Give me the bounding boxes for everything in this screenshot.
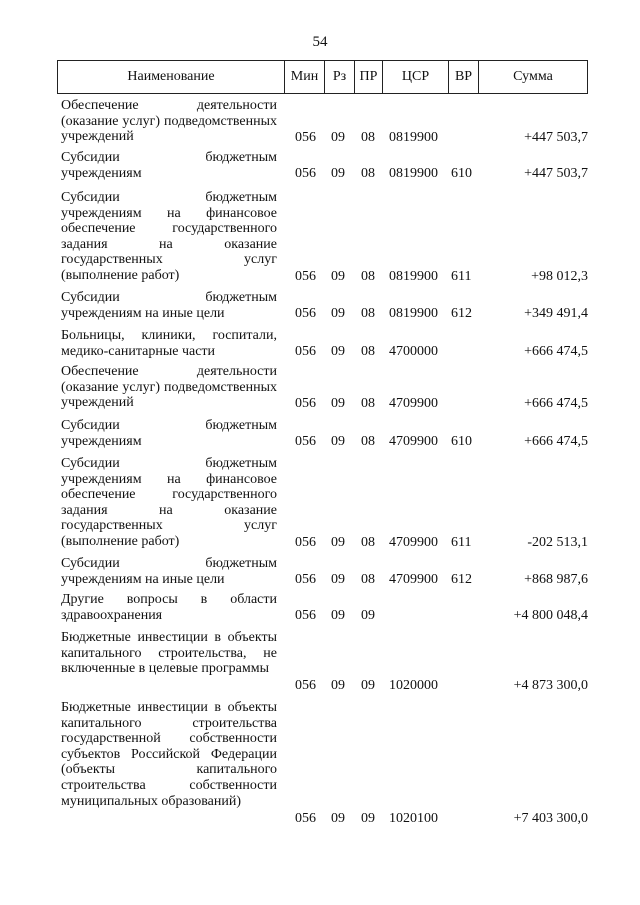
vr-code: 610 [451, 434, 472, 449]
page-number: 54 [312, 34, 328, 50]
min-code: 056 [295, 608, 316, 623]
sum-value: +4 800 048,4 [513, 608, 588, 623]
rz-code: 09 [331, 166, 345, 181]
row-name: Другие вопросы в области здравоохранения [61, 592, 277, 623]
table-row [0, 150, 640, 182]
pr-code: 09 [361, 608, 375, 623]
sum-value: +7 403 300,0 [513, 811, 588, 826]
sum-value: +4 873 300,0 [513, 678, 588, 693]
header-min: Мин [285, 61, 325, 93]
row-name: Субсидии бюджетным учреждениям [61, 418, 277, 449]
table-row [0, 364, 640, 412]
row-name: Субсидии бюджетным учреждениям на иные цели [61, 290, 277, 321]
min-code: 056 [295, 811, 316, 826]
row-name: Субсидии бюджетным учреждениям на иные цели [61, 556, 277, 587]
pr-code: 09 [361, 678, 375, 693]
vr-code: 612 [451, 572, 472, 587]
csr-code: 4709900 [389, 396, 438, 411]
row-name: Обеспечение деятельности (оказание услуг) подведомственных учреждений [61, 98, 277, 145]
vr-code: 610 [451, 166, 472, 181]
sum-value: +447 503,7 [524, 130, 588, 145]
sum-value: +447 503,7 [524, 166, 588, 181]
min-code: 056 [295, 130, 316, 145]
sum-value: +349 491,4 [524, 306, 588, 321]
header-rz: Рз [325, 61, 355, 93]
table-row [0, 556, 640, 588]
pr-code: 08 [361, 306, 375, 321]
table-row [0, 290, 640, 322]
row-name: Бюджетные инвестиции в объекты капитального строительства государственной собственности субъектов Российской Федерации (объекты капитального строительства собственности муниципальных образований) [61, 700, 277, 809]
csr-code: 4709900 [389, 572, 438, 587]
min-code: 056 [295, 269, 316, 284]
sum-value: +666 474,5 [524, 344, 588, 359]
row-name: Бюджетные инвестиции в объекты капитального строительства, не включенные в целевые программы [61, 630, 277, 677]
min-code: 056 [295, 396, 316, 411]
pr-code: 08 [361, 166, 375, 181]
pr-code: 09 [361, 811, 375, 826]
rz-code: 09 [331, 306, 345, 321]
rz-code: 09 [331, 344, 345, 359]
header-csr: ЦСР [383, 61, 449, 93]
table-row [0, 98, 640, 146]
rz-code: 09 [331, 572, 345, 587]
csr-code: 0819900 [389, 269, 438, 284]
table-row [0, 456, 640, 551]
pr-code: 08 [361, 344, 375, 359]
sum-value: -202 513,1 [527, 535, 588, 550]
table-row [0, 630, 640, 694]
min-code: 056 [295, 535, 316, 550]
pr-code: 08 [361, 535, 375, 550]
csr-code: 4709900 [389, 434, 438, 449]
pr-code: 08 [361, 396, 375, 411]
pr-code: 08 [361, 269, 375, 284]
csr-code: 1020000 [389, 678, 438, 693]
row-name: Субсидии бюджетным учреждениям на финансовое обеспечение государственного задания на оказание государственных услуг (выполнение работ) [61, 190, 277, 283]
table-header [57, 60, 588, 94]
csr-code: 4700000 [389, 344, 438, 359]
min-code: 056 [295, 166, 316, 181]
min-code: 056 [295, 678, 316, 693]
row-name: Субсидии бюджетным учреждениям [61, 150, 277, 181]
rz-code: 09 [331, 535, 345, 550]
row-name: Обеспечение деятельности (оказание услуг) подведомственных учреждений [61, 364, 277, 411]
csr-code: 1020100 [389, 811, 438, 826]
row-name: Субсидии бюджетным учреждениям на финансовое обеспечение государственного задания на оказание государственных услуг (выполнение работ) [61, 456, 277, 549]
header-pr: ПР [355, 61, 383, 93]
header-name: Наименование [58, 61, 285, 93]
pr-code: 08 [361, 130, 375, 145]
csr-code: 0819900 [389, 166, 438, 181]
header-sum: Сумма [513, 69, 553, 84]
pr-code: 08 [361, 434, 375, 449]
rz-code: 09 [331, 434, 345, 449]
table-row [0, 592, 640, 624]
table-row [0, 328, 640, 360]
rz-code: 09 [331, 678, 345, 693]
rz-code: 09 [331, 269, 345, 284]
rz-code: 09 [331, 130, 345, 145]
table-row [0, 700, 640, 827]
header-vr: ВР [449, 61, 479, 93]
sum-value: +666 474,5 [524, 434, 588, 449]
min-code: 056 [295, 572, 316, 587]
min-code: 056 [295, 306, 316, 321]
csr-code: 4709900 [389, 535, 438, 550]
vr-code: 612 [451, 306, 472, 321]
vr-code: 611 [451, 535, 472, 550]
rz-code: 09 [331, 396, 345, 411]
min-code: 056 [295, 344, 316, 359]
csr-code: 0819900 [389, 306, 438, 321]
min-code: 056 [295, 434, 316, 449]
csr-code: 0819900 [389, 130, 438, 145]
rz-code: 09 [331, 811, 345, 826]
row-name: Больницы, клиники, госпитали, медико-санитарные части [61, 328, 277, 359]
pr-code: 08 [361, 572, 375, 587]
rz-code: 09 [331, 608, 345, 623]
vr-code: 611 [451, 269, 472, 284]
table-row [0, 190, 640, 285]
sum-value: +868 987,6 [524, 572, 588, 587]
sum-value: +666 474,5 [524, 396, 588, 411]
sum-value: +98 012,3 [531, 269, 588, 284]
table-row [0, 418, 640, 450]
